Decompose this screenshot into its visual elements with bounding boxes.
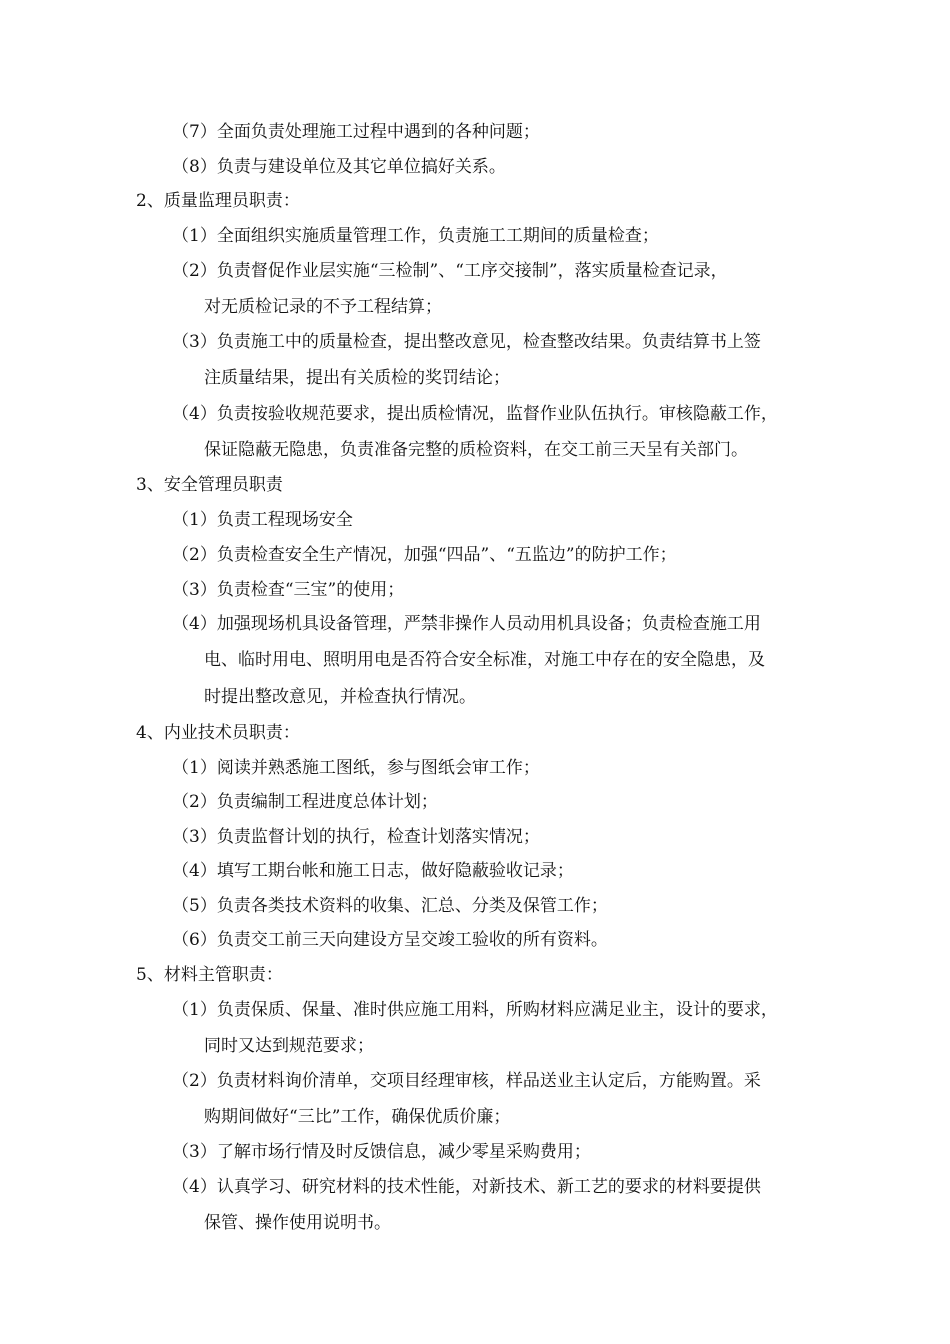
section-heading: 5、材料主管职责： bbox=[136, 965, 283, 985]
paragraph-line: （4）认真学习、研究材料的技术性能，对新技术、新工艺的要求的材料要提供 bbox=[172, 1177, 761, 1197]
paragraph-line: （7）全面负责处理施工过程中遇到的各种问题； bbox=[172, 122, 540, 142]
paragraph-line: 注质量结果，提出有关质检的奖罚结论； bbox=[204, 368, 510, 388]
paragraph-line: （2）负责编制工程进度总体计划； bbox=[172, 792, 438, 812]
paragraph-line: （2）负责检查安全生产情况，加强“四品”、“五监边”的防护工作； bbox=[172, 545, 677, 565]
paragraph-line: （4）填写工期台帐和施工日志，做好隐蔽验收记录； bbox=[172, 861, 574, 881]
paragraph-line: （4）负责按验收规范要求，提出质检情况，监督作业队伍执行。审核隐蔽工作， bbox=[172, 404, 778, 424]
paragraph-line: （1）负责工程现场安全 bbox=[172, 510, 353, 530]
paragraph-line: （4）加强现场机具设备管理，严禁非操作人员动用机具设备；负责检查施工用 bbox=[172, 614, 761, 634]
section-heading: 2、质量监理员职责： bbox=[136, 191, 300, 211]
paragraph-line: 同时又达到规范要求； bbox=[204, 1036, 374, 1056]
paragraph-line: 时提出整改意见，并检查执行情况。 bbox=[204, 687, 476, 707]
paragraph-line: 购期间做好“三比”工作，确保优质价廉； bbox=[204, 1107, 511, 1127]
paragraph-line: （8）负责与建设单位及其它单位搞好关系。 bbox=[172, 157, 506, 177]
paragraph-line: （5）负责各类技术资料的收集、汇总、分类及保管工作； bbox=[172, 896, 608, 916]
paragraph-line: （3）负责施工中的质量检查，提出整改意见，检查整改结果。负责结算书上签 bbox=[172, 332, 761, 352]
section-heading: 3、安全管理员职责 bbox=[136, 475, 283, 495]
paragraph-line: 保证隐蔽无隐患，负责准备完整的质检资料，在交工前三天呈有关部门。 bbox=[204, 440, 748, 460]
section-heading: 4、内业技术员职责： bbox=[136, 723, 300, 743]
paragraph-line: （2）负责督促作业层实施“三检制”、“工序交接制”，落实质量检查记录， bbox=[172, 261, 728, 281]
paragraph-line: 对无质检记录的不予工程结算； bbox=[204, 297, 442, 317]
paragraph-line: 电、临时用电、照明用电是否符合安全标准，对施工中存在的安全隐患，及 bbox=[204, 650, 765, 670]
paragraph-line: （1）阅读并熟悉施工图纸，参与图纸会审工作； bbox=[172, 758, 540, 778]
paragraph-line: （6）负责交工前三天向建设方呈交竣工验收的所有资料。 bbox=[172, 930, 608, 950]
paragraph-line: （1）负责保质、保量、准时供应施工用料，所购材料应满足业主，设计的要求， bbox=[172, 1000, 778, 1020]
paragraph-line: 保管、操作使用说明书。 bbox=[204, 1213, 391, 1233]
paragraph-line: （1）全面组织实施质量管理工作，负责施工工期间的质量检查； bbox=[172, 226, 659, 246]
paragraph-line: （2）负责材料询价清单，交项目经理审核，样品送业主认定后，方能购置。采 bbox=[172, 1071, 761, 1091]
paragraph-line: （3）负责监督计划的执行，检查计划落实情况； bbox=[172, 827, 540, 847]
paragraph-line: （3）了解市场行情及时反馈信息，减少零星采购费用； bbox=[172, 1142, 591, 1162]
paragraph-line: （3）负责检查“三宝”的使用； bbox=[172, 580, 405, 600]
